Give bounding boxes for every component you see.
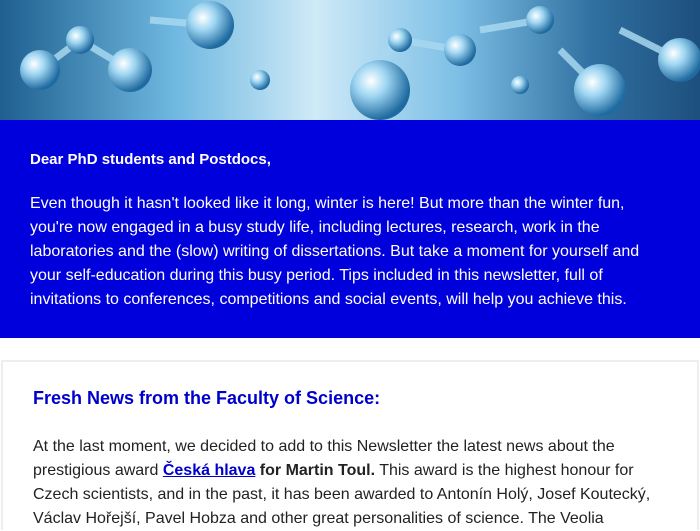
news-text (33, 435, 667, 531)
intro-section (0, 120, 700, 338)
news-text-start: At the last moment, we decided to add to this Newsletter the latest news about the prestigious award (33, 438, 615, 479)
molecules-illustration (0, 0, 700, 120)
intro-text: Even though it hasn't looked like it long, winter is here! But more than the winter fun, you're now engaged in a busy study life, including lectures, research, work in the laboratories and the (slow) writing of dissertations. But take a moment for yourself and your self-education during this busy period. Tips included in this newsletter, full of invitations to conferences, competitions and social events, will help you achieve this. (30, 195, 640, 308)
header-banner-image (0, 0, 700, 120)
news-bold-text: for Martin Toul. (255, 462, 376, 479)
news-text-end: This award is the highest honour for Czech scientists, and in the past, it has been awarded to Antonín Holý, Josef Koutecký, Václav Hořejší, Pavel Hobza and other great personalities of science. The Veolia (33, 462, 651, 527)
news-card (1, 360, 699, 530)
greeting: Dear PhD students and Postdocs, (30, 151, 271, 168)
news-title: Fresh News from the Faculty of Science: (33, 388, 381, 408)
ceska-hlava-link[interactable]: Česká hlava (162, 462, 256, 479)
